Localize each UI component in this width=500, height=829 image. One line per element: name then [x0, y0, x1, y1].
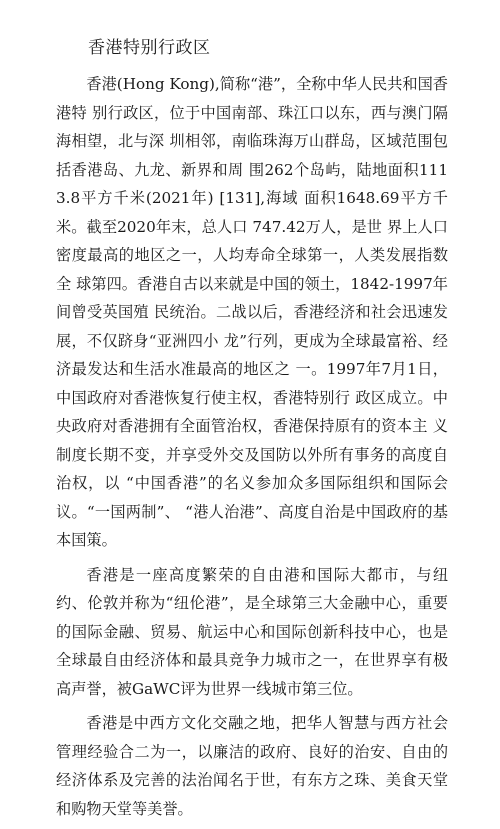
paragraph-economy: 香港是一座高度繁荣的自由港和国际大都市，与纽约、伦敦并称为“纽伦港”，是全球第三大金融中心，重要的国际金融、贸易、航运中心和国际创新科技中心，也是全球最自由经济体和最具竞争力城市之一，在世界享有极高声誉，被GaWC评为世界一线城市第三位。: [56, 565, 448, 698]
document-body: [56, 70, 448, 829]
paragraph-overview: 香港(Hong Kong),简称“港”，全称中华人民共和国香港特 别行政区，位于中国南部、珠江口以东，西与澳门隔海相望，北与深 圳相邻，南临珠海万山群岛，区域范围包括香港岛、九龙、新界和周 围262个岛屿，陆地面积1113.8平方千米(2021年) [131],海域 面积1648.69平方千米。截至2020年末，总人口 747.42万人，是世 界上人口密度最高的地区之一，人均寿命全球第一，人类发展指数全 球第四。香港自古以来就是中国的领土，1842-1997年间曾受英国殖 民统治。二战以后，香港经济和社会迅速发展，不仅跻身“亚洲四小 龙”行列，更成为全球最富裕、经济最发达和生活水准最高的地区之 一。1997年7月1日，中国政府对香港恢复行使主权，香港特别行 政区成立。中央政府对香港拥有全面管治权，香港保持原有的资本主 义制度长期不变，并享受外交及国防以外所有事务的高度自治权，以 “中国香港”的名义参加众多国际组织和国际会议。“一国两制”、 “港人治港”、高度自治是中国政府的基本国策。: [56, 75, 448, 549]
paragraph-culture: 香港是中西方文化交融之地，把华人智慧与西方社会管理经验合二为一，以廉洁的政府、良好的治安、自由的经济体系及完善的法治闻名于世，有东方之珠、美食天堂和购物天堂等美誉。: [56, 714, 448, 818]
document-title: 香港特别行政区: [88, 38, 211, 58]
